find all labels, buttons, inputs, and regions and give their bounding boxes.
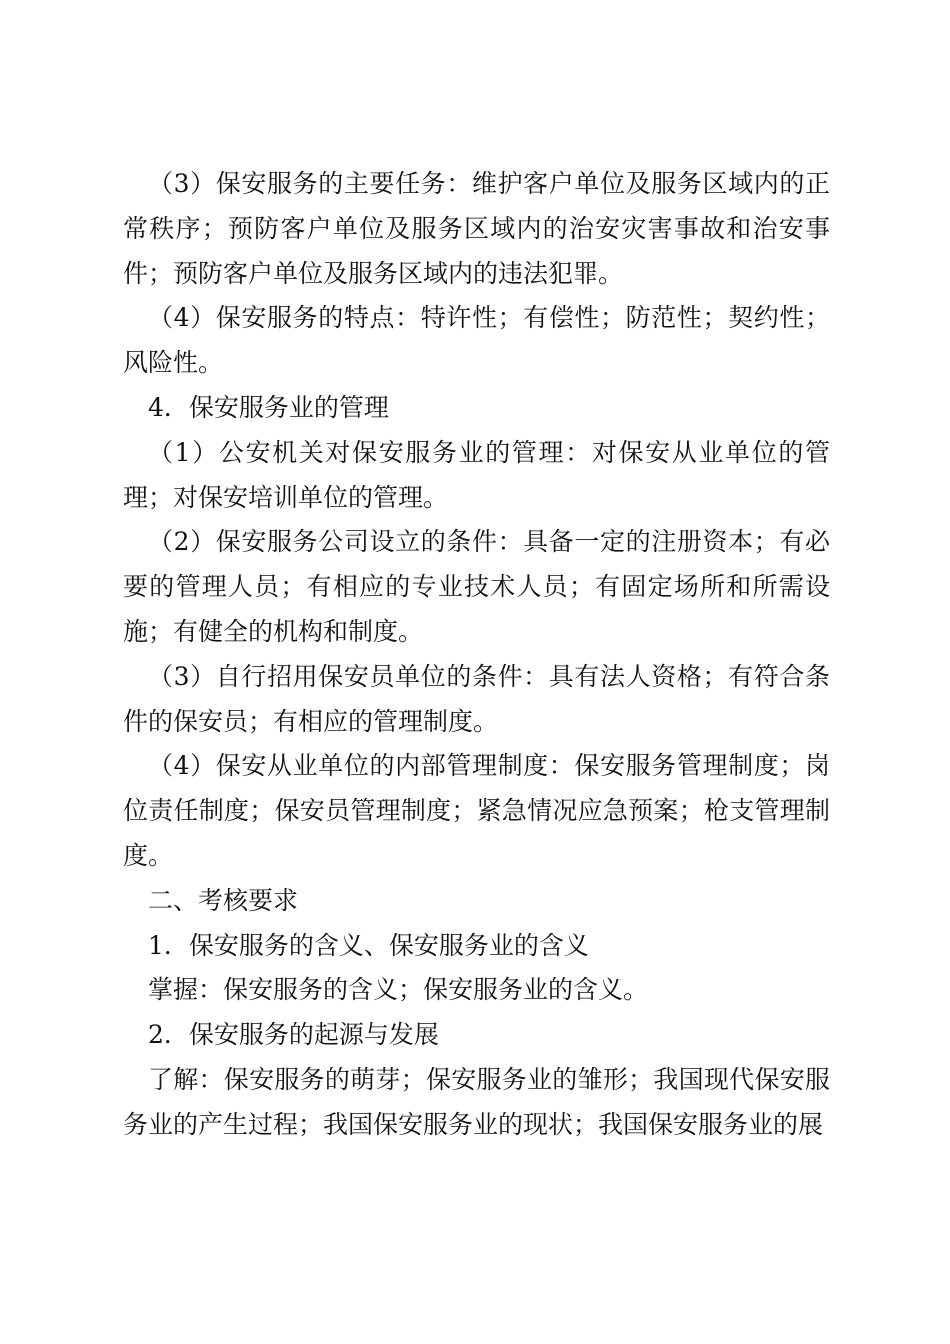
paragraph-understand-origin: 了解：保安服务的萌芽；保安服务业的雏形；我国现代保安服务业的产生过程；我国保安服务业的现状；我国保安服务业的展 xyxy=(123,1064,830,1139)
paragraph-internal-rules: （4）保安从业单位的内部管理制度：保安服务管理制度；岗位责任制度；保安员管理制度；紧急情况应急预案；枪支管理制度。 xyxy=(123,751,830,870)
section-heading-requirements: 二、考核要求 xyxy=(148,885,299,915)
document-body xyxy=(123,162,830,1148)
paragraph-police-management: （1）公安机关对保安服务业的管理：对保安从业单位的管理；对保安培训单位的管理。 xyxy=(123,437,830,512)
paragraph-main-tasks: （3）保安服务的主要任务：维护客户单位及服务区域内的正常秩序；预防客户单位及服务区域内的治安灾害事故和治安事件；预防客户单位及服务区域内的违法犯罪。 xyxy=(123,169,830,288)
paragraph-self-hire-conditions: （3）自行招用保安员单位的条件：具有法人资格；有符合条件的保安员；有相应的管理制度。 xyxy=(123,661,830,736)
subheading-definition: 1．保安服务的含义、保安服务业的含义 xyxy=(148,930,589,960)
paragraph-company-conditions: （2）保安服务公司设立的条件：具备一定的注册资本；有必要的管理人员；有相应的专业技术人员；有固定场所和所需设施；有健全的机构和制度。 xyxy=(123,527,830,646)
paragraph-master-definition: 掌握：保安服务的含义；保安服务业的含义。 xyxy=(148,975,649,1005)
paragraph-service-features: （4）保安服务的特点：特许性；有偿性；防范性；契约性；风险性。 xyxy=(123,303,830,378)
subheading-origin: 2．保安服务的起源与发展 xyxy=(148,1020,439,1050)
section-heading-management: 4．保安服务业的管理 xyxy=(148,392,389,422)
